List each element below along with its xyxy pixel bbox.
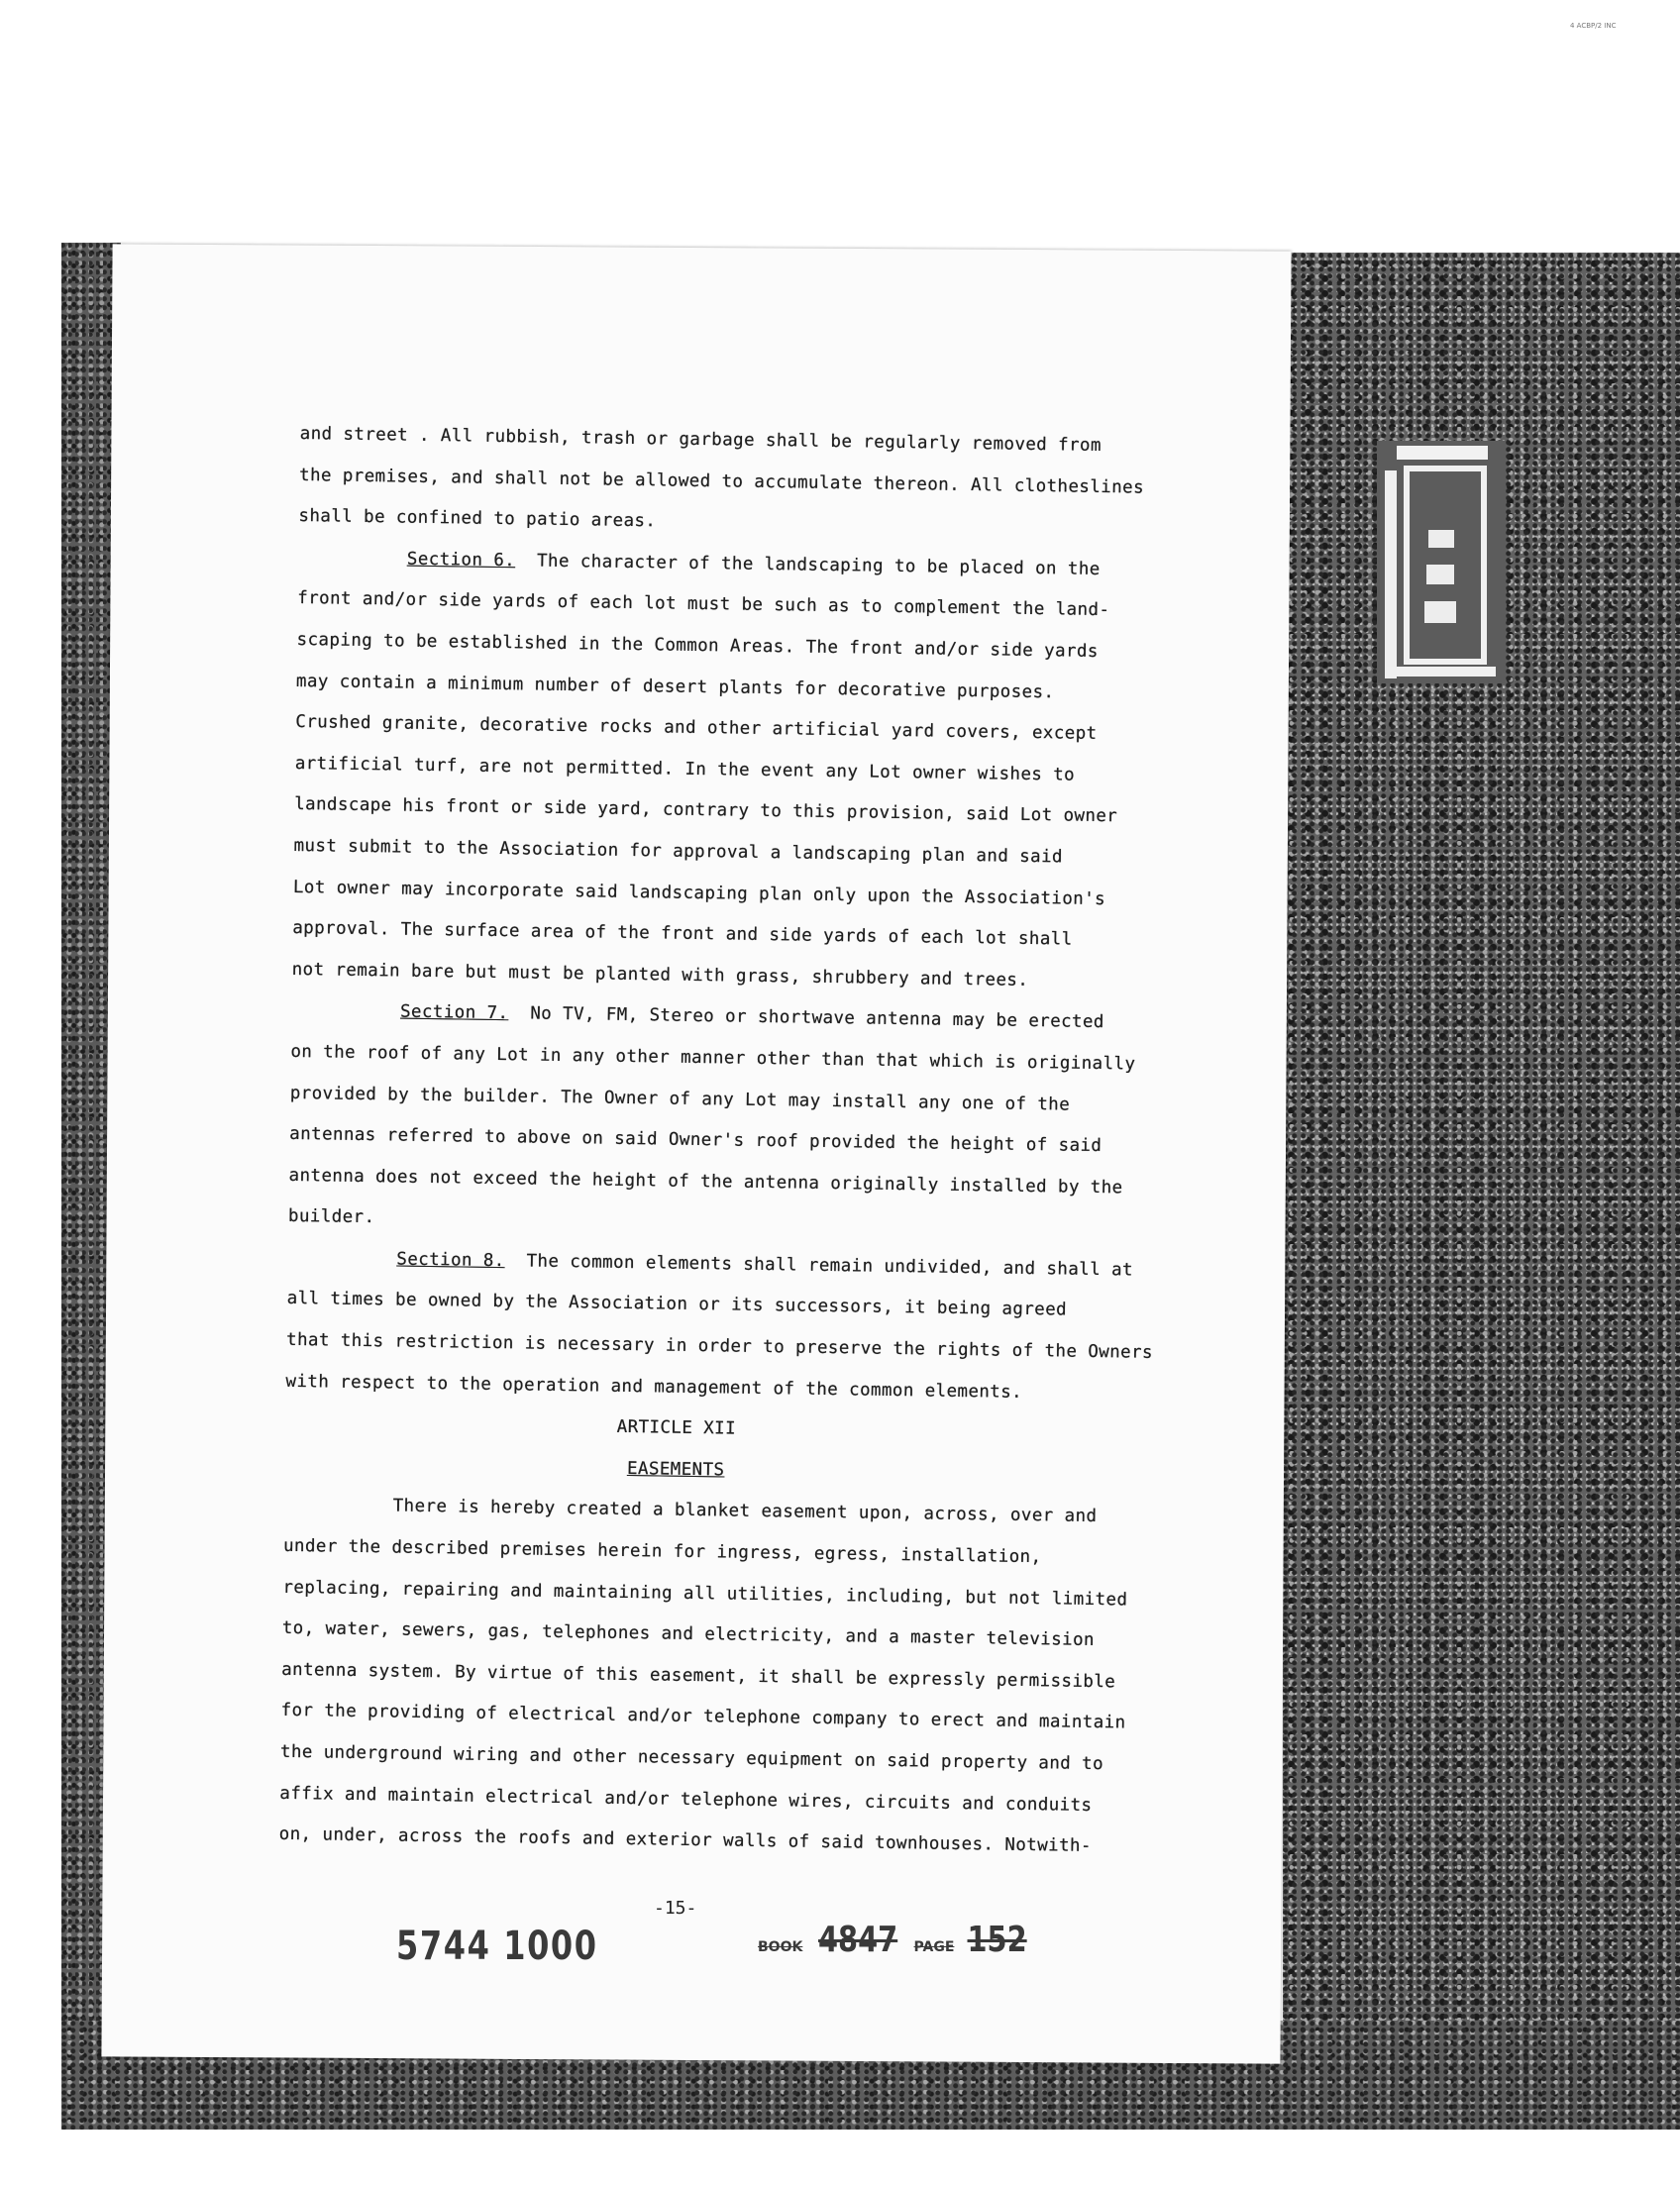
text-line: shall be confined to patio areas.	[298, 506, 657, 532]
text-line: may contain a minimum number of desert plants for decorative purposes.	[295, 671, 1055, 702]
text-line: the premises, and shall not be allowed to accumulate thereon. All clotheslines	[298, 465, 1145, 498]
text-line: Crushed granite, decorative rocks and other artificial yard covers, except	[295, 712, 1098, 745]
text-line: and street . All rubbish, trash or garbage shall be regularly removed from	[299, 423, 1102, 457]
text-line: builder.	[287, 1206, 375, 1228]
book-number: 4847	[818, 1920, 898, 1960]
corner-mark: 4 ACBP/2 INC	[1570, 22, 1617, 30]
text-line: on, under, across the roofs and exterior walls of said townhouses. Notwith-	[278, 1824, 1092, 1857]
text-line: landscape his front or side yard, contrary to this provision, said Lot owner	[294, 794, 1118, 827]
recording-stamp: 5744 1000	[396, 1924, 598, 1969]
section-8-label: Section 8.	[396, 1249, 505, 1272]
page-number: -15-	[654, 1898, 697, 1919]
text-line: antenna system. By virtue of this easement, it shall be expressly permissible	[281, 1659, 1116, 1693]
margin-tab-icon	[1377, 441, 1506, 683]
page-label: PAGE	[913, 1939, 955, 1955]
text-line: scaping to be established in the Common Areas. The front and/or side yards	[296, 629, 1099, 662]
article-subtitle: EASEMENTS	[626, 1458, 725, 1481]
article-title: ARTICLE XII	[616, 1417, 737, 1439]
page-value: 152	[967, 1920, 1028, 1960]
text-line: No TV, FM, Stereo or shortwave antenna may be erected	[530, 1003, 1104, 1033]
text-line: to, water, sewers, gas, telephones and electricity, and a master television	[281, 1618, 1096, 1651]
text-line: front and/or side yards of each lot must be such as to complement the land-	[297, 588, 1110, 621]
text-line: the underground wiring and other necessary equipment on said property and to	[279, 1741, 1104, 1775]
text-line: approval. The surface area of the front and side yards of each lot shall	[292, 918, 1073, 950]
text-line: all times be owned by the Association or its successors, it being agreed	[286, 1289, 1068, 1321]
text-line: replacing, repairing and maintaining all utilities, including, but not limited	[282, 1577, 1128, 1611]
text-line: antenna does not exceed the height of the antenna originally installed by the	[288, 1165, 1123, 1198]
text-line: Lot owner may incorporate said landscaping plan only upon the Association's	[292, 877, 1106, 909]
text-line: The common elements shall remain undivided, and shall at	[526, 1251, 1134, 1281]
text-line: for the providing of electrical and/or telephone company to erect and maintain	[280, 1701, 1126, 1733]
text-line: provided by the builder. The Owner of any Lot may install any one of the	[289, 1083, 1071, 1115]
text-line: under the described premises herein for ingress, egress, installation,	[282, 1535, 1042, 1568]
section-7-label: Section 7.	[399, 1001, 509, 1024]
text-line: antennas referred to above on said Owner's roof provided the height of said	[289, 1124, 1102, 1157]
text-line: The character of the landscaping to be placed on the	[536, 551, 1101, 579]
text-line: not remain bare but must be planted with grass, shrubbery and trees.	[291, 959, 1029, 990]
section-6-label: Section 6.	[406, 549, 516, 572]
book-label: BOOK	[758, 1939, 803, 1955]
text-line: on the roof of any Lot in any other manner other than that which is originally	[290, 1041, 1136, 1075]
text-line: with respect to the operation and management of the common elements.	[285, 1371, 1023, 1403]
book-page-stamp	[758, 1920, 1035, 1960]
text-line: affix and maintain electrical and/or telephone wires, circuits and conduits	[279, 1783, 1093, 1816]
text-line: must submit to the Association for approval a landscaping plan and said	[293, 835, 1064, 868]
text-line: that this restriction is necessary in order to preserve the rights of the Owners	[285, 1329, 1154, 1363]
text-line: artificial turf, are not permitted. In the event any Lot owner wishes to	[294, 753, 1076, 785]
body-text	[278, 414, 1152, 1868]
text-line: There is hereby created a blanket easement upon, across, over and	[392, 1496, 1098, 1527]
